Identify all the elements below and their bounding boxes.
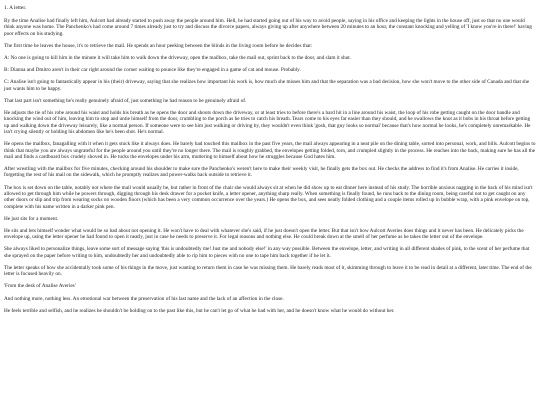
paragraph: And nothing more, nothing less. An emotional war between the preservation of his last name and the lack of an affection in the close.	[4, 295, 284, 302]
paragraph: She always liked to personalize things, leave some sort of message saying 'this is undoubtedly me! Just me and nobody else!' in any way possible. Between the envelope, letter, and writing in all different shades of pink, to the scent of her perfume that she sprayed on the paper before writing to him, undoubtedly her and undoubtedly able to rip him to pieces with no one to tape him back together if he let it.	[4, 246, 530, 259]
paragraph: He just sits for a moment.	[4, 215, 59, 222]
paragraph: The letter speaks of how she accidentally took some of his things in the move, just wanting to return them in case he was missing them. He barely reads most of it, skimming through to leave it to be read in detail at a different, later time. The end of the letter is focused heavily on.	[4, 264, 532, 278]
paragraph: B: Dianna and Dmitro aren't in their car right around the corner waiting to pounce like they're engaged in a game of cat and mouse. Probably.	[4, 67, 301, 74]
paragraph: By the time Analise had finally left him, Aulcott had already started to push away the people around him. Hell, he had started going out of his way to avoid people, saying in his office and keeping the lights in the house off, just so that no one would think anyone was home. The Panchenko's had come around 7 times already just to try and discuss the divorce papers, always giving up after anywhere between 20 minutes to an hour, the constant knocking and yelling of 'I know you're in there!' having poor effects on his studying.	[4, 18, 532, 37]
paragraph: He sits and lets himself wonder what would be so bad about not opening it. He won't have to deal with whatever she's said, if he just doesn't open the letter. But that isn't how Aulcott Averies does things and it never has been. He delicately picks the envelope up, using the letter opener he had found to open it neatly, just in case he needs to preserve it. For legal reasons and nothing else. He could break down at the smell of her perfume as he takes the letter out of the envelope.	[4, 227, 524, 241]
paragraph: 'From the desk of Analise Averies'	[4, 283, 76, 290]
paragraph: The first time he leaves the house, it's to retrieve the mail. He spends an hour peeking between the blinds in the living room before he decides that:	[4, 42, 313, 49]
document-body	[4, 18, 536, 314]
paragraph: C: Analise isn't going to fantastically appear in his (their) driveway, saying that she realizes how important his work is, how much she misses him and that the separation was a bad decision, how she won't move to the other side of Canada and that she just wants him to be happy.	[4, 79, 530, 92]
paragraph: After wrestling with the mailbox for five minutes, checking around his shoulder to make sure the Panchenko's weren't here to make their weekly visit, he finally gets the box out. He checks the address to find it's from Analise. He carries it inside, forgetting the rest of his mail on the sidewalk, which he promptly realizes and power-walks back outside to retrieve it.	[4, 166, 519, 179]
paragraph: The box is set down on the table, notably not where the mail would usually be, but rather in front of the chair she would always sit at when he did show up to eat dinner here instead of his study. The horrible anxious nagging in the back of his mind isn't allowed to get through him while he powers through, digging through his desk drawer for a pocket knife, a letter opener, anything sharp really. When something is finally found, he runs back to the dining room, being careful not to get caught on any other doors or slip and trip from wearing socks on wooden floors (which has been a very common occurrence over the years.) He opens the box, and sees neatly folded clothing and a couple items rolled up in bubble wrap, with a pink envelope on top, complete with his name written in a darker pink pen.	[4, 184, 533, 210]
paragraph: A: No one is going to kill him in the minute it will take him to walk down the driveway, open the mailbox, take the mail out, sprint back to the door, and slam it shut.	[4, 55, 352, 61]
paragraph: That last part isn't something he's really genuinely afraid of, just something he had reason to be genuinely afraid of.	[4, 97, 247, 104]
paragraph: He feels terrible and selfish, and he realizes he shouldn't be holding on to the past like this, but he can't let go of what he had with her, and he doesn't know what he would do without her.	[4, 307, 395, 314]
paragraph: He adjusts the tie of his robe around his waist and holds his breath as he opens the door and shoots down the driveway, or at least tries to before there's a hard hit in a line around his waist, the loop of his robe getting caught on the door handle and knocking the wind out of him, leaving him to stop and untie himself from the door, crumbling to the porch as he tries to catch his breath. Tears come to his eyes far easier than they should, and he swallows the knot as it bobs in his throat before getting up and walking down the driveway leisurely, like a normal person. If someone were to see him just walking or driving by, they wouldn't even think 'gosh, that guy looks so normal' because that's how normal he looks, he's completely unremarkable. He isn't crying silently or holding his abdomen like he's been shot. He's normal.	[4, 109, 531, 135]
document-title: 1. A letter.	[4, 5, 27, 11]
paragraph: He opens the mailbox, fanagalling with it when it gets stuck like it always does. He barely had touched this mailbox in the past five years, the mail always appearing in a neat pile on the dining table, sorted into personal, work, and bills. Aulcott begins to think that maybe you are always ungrateful for the people around you until they're no longer there. The mail is roughly grabbed, the envelopes getting folded, torn, and crumpled slightly in the process. He reaches into the back, making sure he has all the mail and finds a cardboard box crudely shoved in. He tucks the envelopes under his arm, muttering to himself about how he struggles because God hates him.	[4, 141, 536, 160]
